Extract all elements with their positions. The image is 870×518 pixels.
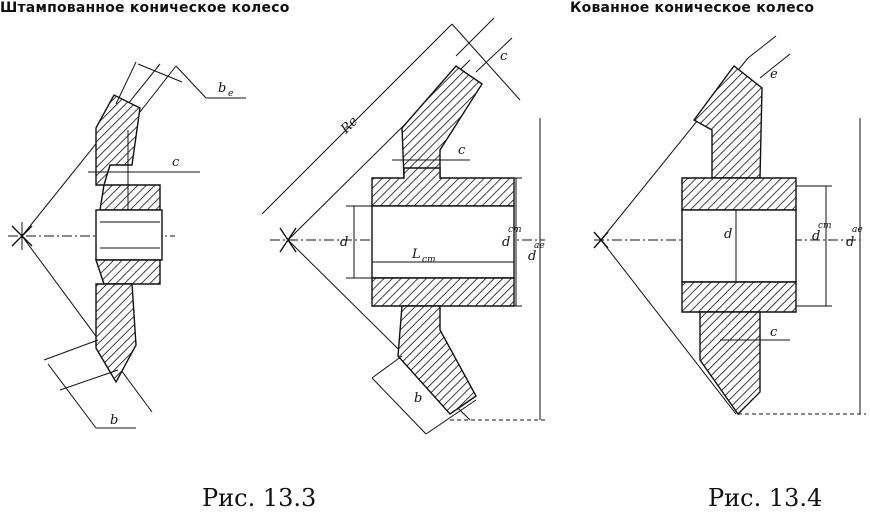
label-d-st-mid: d xyxy=(502,235,511,250)
stamped-gear-title: Штампованное коническое колесо xyxy=(0,0,290,16)
figure-caption-13-4: Рис. 13.4 xyxy=(708,484,823,512)
label-d-mid: d xyxy=(340,235,349,250)
label-d-st-right: d xyxy=(812,229,821,244)
hub-gear-figure xyxy=(262,18,546,434)
label-b-e: b xyxy=(218,81,227,96)
label-b-mid: b xyxy=(414,391,423,406)
label-re: Re xyxy=(338,113,362,137)
label-d-st-mid-sub: cm xyxy=(508,225,522,235)
label-c-top-mid: c xyxy=(500,49,508,64)
label-e-right: e xyxy=(770,67,778,82)
label-d-ae-right: d xyxy=(846,235,855,250)
stamped-gear-figure xyxy=(8,62,246,428)
label-d-st-right-sub: cm xyxy=(818,221,832,231)
label-l-st-sub: cm xyxy=(422,255,436,265)
label-b-left: b xyxy=(110,413,119,428)
label-b-e-sub: e xyxy=(228,89,234,99)
label-d-ae-mid: d xyxy=(528,249,537,264)
label-d-ae-right-sub: ae xyxy=(852,225,863,235)
figure-caption-13-3: Рис. 13.3 xyxy=(202,484,317,512)
label-d-ae-mid-sub: ae xyxy=(534,241,545,251)
label-c-mid: c xyxy=(458,143,466,158)
forged-gear-title: Кованное коническое колесо xyxy=(570,0,815,16)
label-c-right: c xyxy=(770,325,778,340)
label-l-st: L xyxy=(412,247,421,262)
label-d-right: d xyxy=(724,227,733,242)
label-c-left: c xyxy=(172,155,180,170)
